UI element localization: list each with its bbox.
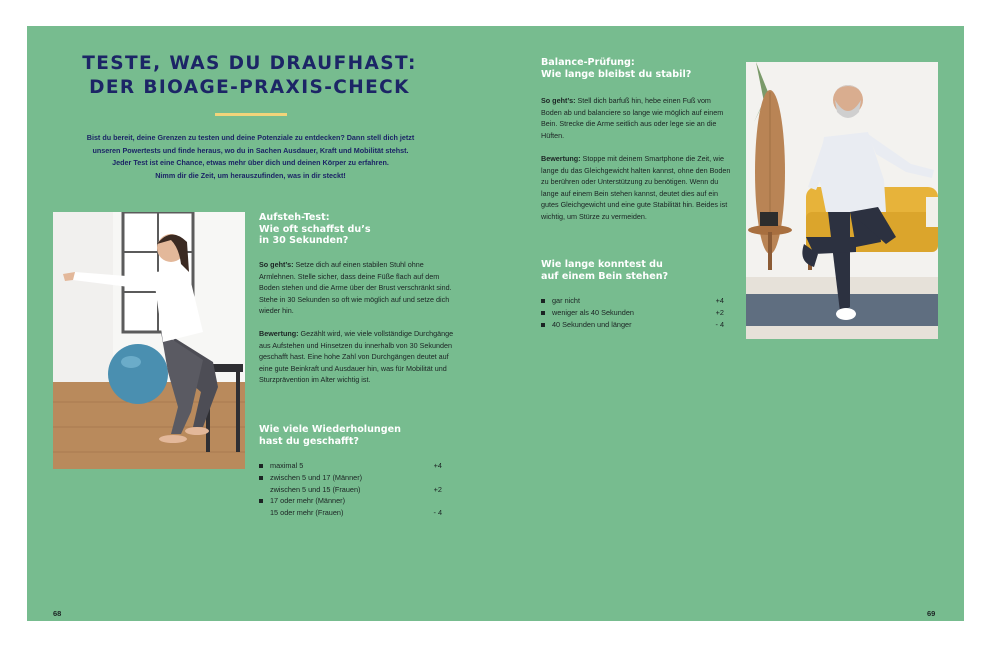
bullet-icon <box>259 464 263 468</box>
test2-heading-line2: Wie lange bleibst du stabil? <box>541 68 692 80</box>
chair-squat-illustration <box>53 212 245 469</box>
test2-heading-label: Balance-Prüfung: <box>541 57 635 68</box>
test1-heading-line2: Wie oft schaffst du’s <box>259 223 371 235</box>
title-divider <box>215 113 287 116</box>
test1-heading-label: Aufsteh-Test: <box>259 212 330 223</box>
page-number-left: 68 <box>53 609 62 618</box>
test1-option-continuation: zwischen 5 und 15 (Frauen) +2 <box>270 484 442 494</box>
test1-heading <box>259 212 371 247</box>
intro-line-2: unseren Powertests und finde heraus, wo du in Sachen Ausdauer, Kraft und Mobilität stehst. <box>92 145 409 155</box>
test1-howto-label: So geht’s: <box>259 260 294 269</box>
bullet-icon <box>541 299 545 303</box>
test1-howto <box>259 259 455 317</box>
test1-question <box>259 424 401 447</box>
bullet-icon <box>259 476 263 480</box>
page-number-right: 69 <box>927 609 936 618</box>
bullet-icon <box>541 311 545 315</box>
intro-line-1: Bist du bereit, deine Grenzen zu testen und deine Potenziale zu entdecken? Dann stell dich jetzt <box>86 133 415 142</box>
test2-howto-label: So geht’s: <box>541 96 576 105</box>
balance-illustration <box>746 62 938 339</box>
intro-paragraph <box>53 132 448 182</box>
test1-question-line2: hast du geschafft? <box>259 435 359 447</box>
intro-line-4: Nimm dir die Zeit, um herauszufinden, was in dir steckt! <box>155 170 346 180</box>
title-line-1: TESTE, WAS DU DRAUFHAST: <box>82 53 417 74</box>
test2-rating-label: Bewertung: <box>541 154 581 163</box>
test1-howto-text: Setze dich auf einen stabilen Stuhl ohne Armlehnen. Stelle sicher, dass deine Füße flach auf dem Boden stehen und die Arme über der Brust verschränkt sind. Stehe in 30 Sekunden so oft wie möglich auf und setze dich wieder hin. <box>259 260 452 316</box>
photo-one-leg-balance <box>746 62 938 339</box>
test2-howto-text: Stell dich barfuß hin, hebe einen Fuß vom Boden ab und balanciere so lange wie möglich auf einem Bein. Strecke die Arme seitlich aus oder lege sie an die Hüften. <box>541 96 724 140</box>
page-title <box>57 52 442 100</box>
test1-question-line1: Wie viele Wiederholungen <box>259 424 401 435</box>
bullet-icon <box>541 323 545 327</box>
test2-option: 40 Sekunden und länger - 4 <box>541 319 724 331</box>
test1-option: zwischen 5 und 17 (Männer) <box>259 472 442 484</box>
test2-question <box>541 259 668 282</box>
test2-question-line1: Wie lange konntest du <box>541 259 663 270</box>
bullet-icon <box>259 499 263 503</box>
test2-rating <box>541 153 732 223</box>
test2-option: weniger als 40 Sekunden +2 <box>541 307 724 319</box>
test1-option-continuation: 15 oder mehr (Frauen) - 4 <box>270 508 442 518</box>
intro-line-3: Jeder Test ist eine Chance, etwas mehr über dich und deinen Körper zu erfahren. <box>112 158 389 167</box>
title-line-2: DER BIOAGE-PRAXIS-CHECK <box>89 77 410 98</box>
test2-question-line2: auf einem Bein stehen? <box>541 270 669 282</box>
book-spread <box>27 26 964 621</box>
test1-rating-text: Gezählt wird, wie viele vollständige Durchgänge aus Aufstehen und Hinsetzen du innerhalb von 30 Sekunden geschafft hast. Eine hohe Zahl von Durchgängen deutet auf eine gute Beinkraft und Ausdauer hin, was für Mobilität und Sturzprävention im Alter wichtig ist. <box>259 329 454 385</box>
test1-options <box>259 460 442 519</box>
test2-rating-text: Stoppe mit deinem Smartphone die Zeit, wie lange du das Gleichgewicht halten kannst, ohne den Boden zu berühren oder Unterstützung zu benötigen. Wenn du lange auf einem Bein stehen kannst, deutet dies auf ein gutes Gleichgewicht und eine gute Stabilität hin. Beides ist wichtig, um Stürze zu vermeiden. <box>541 154 731 221</box>
test2-options <box>541 295 724 330</box>
test2-howto <box>541 95 732 141</box>
test2-option: gar nicht +4 <box>541 295 724 307</box>
test1-option: maximal 5 +4 <box>259 460 442 472</box>
test1-heading-line3: in 30 Sekunden? <box>259 235 349 246</box>
test1-option: 17 oder mehr (Männer) <box>259 495 442 507</box>
test1-rating <box>259 328 455 386</box>
test2-heading <box>541 57 691 80</box>
test1-rating-label: Bewertung: <box>259 329 299 338</box>
photo-chair-squat <box>53 212 245 469</box>
